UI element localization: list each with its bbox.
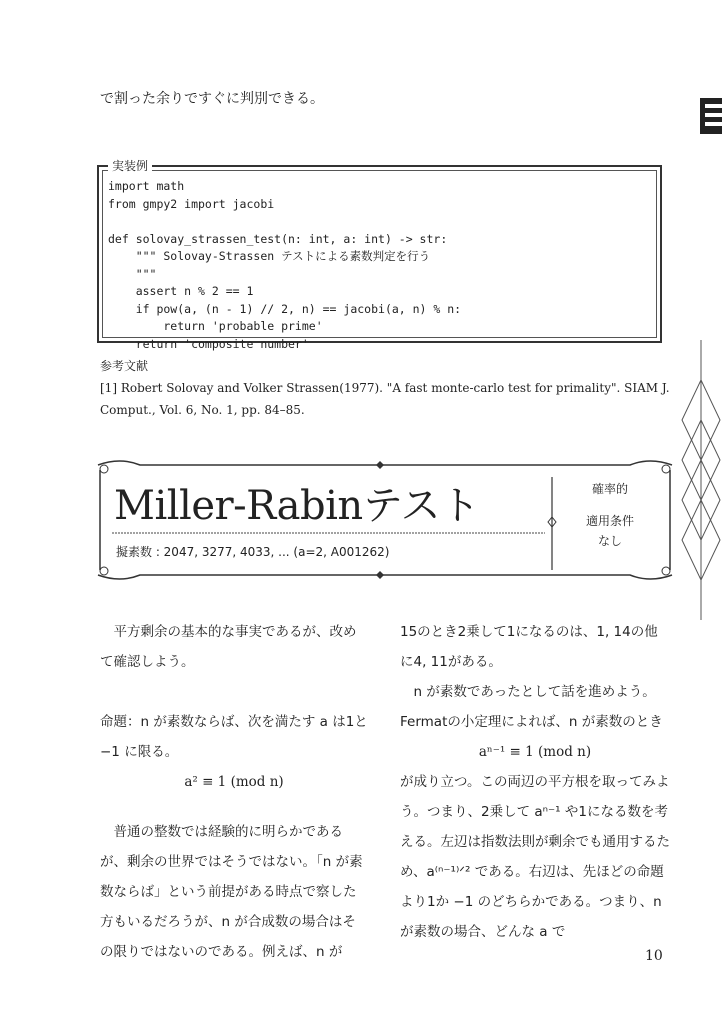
chapter-tab-icon xyxy=(696,96,722,136)
proposition: 命題：n が素数ならば、次を満たす a は1と −1 に限る。 xyxy=(100,714,368,760)
section-title: Miller-Rabinテスト xyxy=(114,483,480,529)
paragraph: が成り立つ。この両辺の平方根を取ってみよう。つまり、2乗して aⁿ⁻¹ や1になる数を考える。左辺は指数法則が剰余でも通用するため、a⁽ⁿ⁻¹⁾ᐟ² である。右辺は、先ほどの命題より1か −1 のどちらかである。つまり、n が素数の場合、どんな a で xyxy=(400,774,670,940)
reference-item: [1] Robert Solovay and Volker Strassen(1977). "A fast monte-carlo test for primality". SIAM J. Comput., Vol. 6, No. 1, pp. 84–85. xyxy=(100,381,670,417)
left-column xyxy=(100,617,368,967)
paragraph: 15のとき2乗して1になるのは、1, 14の他に4, 11がある。 xyxy=(400,624,658,670)
meta-type: 確率的 xyxy=(591,482,628,496)
code-line: def solovay_strassen_test(n: int, a: int) -> str: xyxy=(108,231,448,246)
code-block xyxy=(108,178,461,353)
meta-condition-label: 適用条件 xyxy=(585,514,634,528)
paragraph: 平方剰余の基本的な事実であるが、改めて確認しよう。 xyxy=(100,624,357,670)
code-line: """ xyxy=(108,266,157,281)
code-line: if pow(a, (n - 1) // 2, n) == jacobi(a, n) % n: xyxy=(108,301,462,316)
meta-condition-value: なし xyxy=(597,534,622,548)
paragraph: 普通の整数では経験的に明らかであるが、剰余の世界ではそうではない。「n が素数ならば」という前提がある時点で察した方もいるだろうが、n が合成数の場合はその限りではないのである。例えば、n が xyxy=(100,824,363,960)
equation: aⁿ⁻¹ ≡ 1 (mod n) xyxy=(478,744,592,760)
side-ornament-icon xyxy=(680,340,722,620)
code-line: assert n % 2 == 1 xyxy=(108,284,254,298)
code-line: return 'composite number' xyxy=(108,336,309,351)
code-label: 実装例 xyxy=(108,157,152,174)
paragraph: n が素数であったとして話を進めよう。Fermatの小定理によれば、n が素数のとき xyxy=(400,684,663,730)
pseudoprime-list: 擬素数 : 2047, 3277, 4033, ... (a=2, A001262) xyxy=(116,545,390,559)
equation: a² ≡ 1 (mod n) xyxy=(184,774,284,790)
code-line: import math xyxy=(108,179,185,193)
code-line: """ Solovay-Strassen テストによる素数判定を行う xyxy=(108,249,431,263)
code-line: return 'probable prime' xyxy=(108,319,323,333)
right-column xyxy=(400,617,670,947)
intro-line: で割った余りですぐに判別できる。 xyxy=(100,91,324,107)
references-heading: 参考文献 xyxy=(100,359,149,373)
page-number: 10 xyxy=(645,948,663,964)
code-line: from gmpy2 import jacobi xyxy=(108,196,275,211)
